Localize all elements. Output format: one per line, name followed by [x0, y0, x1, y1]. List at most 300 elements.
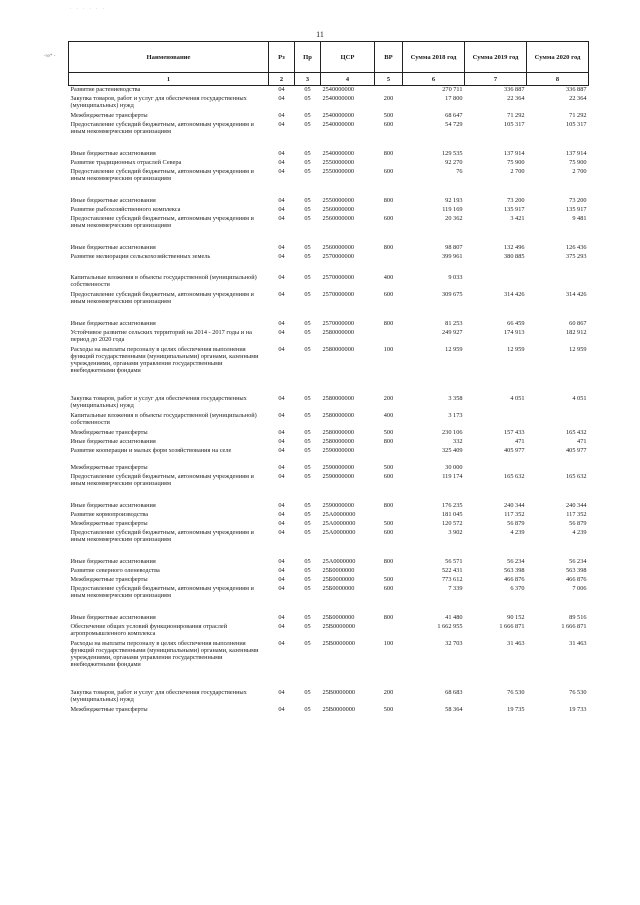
row-sum-2019: 563 398: [504, 567, 525, 574]
row-sum-2018: 3 358: [448, 395, 463, 402]
row-pr: 05: [304, 112, 311, 119]
row-csr: 25В0000000: [322, 689, 356, 696]
row-sum-2019: 405 977: [504, 447, 525, 454]
row-vr: 600: [383, 473, 394, 480]
row-vr: [375, 567, 403, 576]
spacer-cell: [69, 308, 589, 320]
row-sum-2019: [465, 274, 527, 291]
budget-table: [68, 41, 589, 715]
row-sum-2019: 105 317: [504, 121, 525, 128]
column-number: 2: [269, 73, 295, 86]
row-sum-2019: 132 496: [504, 244, 525, 251]
row-pr: 05: [304, 567, 311, 574]
row-sum-2020: 240 344: [566, 502, 587, 509]
row-pr: 05: [304, 511, 311, 518]
spacer-cell: [69, 262, 589, 274]
row-sum-2018: 325 409: [442, 447, 463, 454]
row-rz: 04: [278, 395, 285, 402]
row-rz: 04: [278, 640, 285, 647]
table-row: [69, 320, 589, 329]
row-vr: 800: [383, 150, 394, 157]
column-number: 1: [69, 73, 269, 86]
row-name: Межбюджетные трансферты: [70, 464, 148, 471]
row-name: Закупка товаров, работ и услуг для обеспечения государственных (муниципальных) нужд: [70, 689, 247, 703]
header-name: Наименование: [69, 42, 269, 73]
row-name: Развитие рыбохозяйственного комплекса: [70, 206, 181, 213]
row-name: Предоставление субсидий бюджетным, автономным учреждениям и иным некоммерческим организациям: [70, 529, 254, 543]
margin-mark: -ээ* -: [44, 54, 56, 59]
row-sum-2018: 230 106: [442, 429, 463, 436]
row-name: Межбюджетные трансферты: [70, 112, 148, 119]
row-rz: 04: [278, 689, 285, 696]
row-pr: 05: [304, 121, 311, 128]
row-pr: 05: [304, 640, 311, 647]
table-row: [69, 86, 589, 96]
row-csr: 25В0000000: [322, 706, 356, 713]
table-row: [69, 274, 589, 291]
row-sum-2019: 466 876: [504, 576, 525, 583]
row-sum-2020: 4 051: [572, 395, 587, 402]
row-sum-2020: 56 879: [569, 520, 587, 527]
row-sum-2019: 66 459: [507, 320, 525, 327]
row-sum-2020: 9 481: [572, 215, 587, 222]
row-vr: [375, 253, 403, 262]
row-sum-2020: 75 900: [569, 159, 587, 166]
row-pr: 05: [304, 95, 311, 102]
table-row: [69, 706, 589, 715]
row-rz: 04: [278, 558, 285, 565]
table-row: [69, 429, 589, 438]
row-vr: 600: [383, 585, 394, 592]
row-sum-2019: 4 239: [510, 529, 525, 536]
row-name: Расходы на выплаты персоналу в целях обеспечения выполнения функций государственными (муниципальными) органами, казенными учреждениями, органами управления государственными внебюджетными фондами: [70, 346, 259, 374]
row-rz: 04: [278, 473, 285, 480]
row-pr: 05: [304, 253, 311, 260]
row-sum-2018: 20 362: [445, 215, 463, 222]
column-number: 7: [465, 73, 527, 86]
row-vr: 500: [383, 576, 394, 583]
row-pr: 05: [304, 614, 311, 621]
row-pr: 05: [304, 558, 311, 565]
row-csr: 2580000000: [322, 346, 354, 353]
row-sum-2020: 137 914: [566, 150, 587, 157]
row-name: Межбюджетные трансферты: [70, 576, 148, 583]
row-name: Капитальные вложения в объекты государственной (муниципальной) собственности: [70, 412, 257, 426]
row-spacer: [69, 262, 589, 274]
row-vr: [375, 206, 403, 215]
row-pr: 05: [304, 447, 311, 454]
row-rz: 04: [278, 150, 285, 157]
row-pr: 05: [304, 291, 311, 298]
row-rz: 04: [278, 253, 285, 260]
table-row: [69, 464, 589, 473]
row-sum-2018: 92 270: [445, 159, 463, 166]
row-sum-2018: 309 675: [442, 291, 463, 298]
row-sum-2020: 31 463: [569, 640, 587, 647]
row-name: Межбюджетные трансферты: [70, 706, 148, 713]
row-sum-2020: 314 426: [566, 291, 587, 298]
row-name: Предоставление субсидий бюджетным, автономным учреждениям и иным некоммерческим организациям: [70, 291, 254, 305]
row-sum-2019: 90 152: [507, 614, 525, 621]
row-sum-2018: 17 800: [445, 95, 463, 102]
row-name: Иные бюджетные ассигнования: [70, 320, 156, 327]
row-sum-2020: 105 317: [566, 121, 587, 128]
row-sum-2018: 12 959: [445, 346, 463, 353]
row-vr: 600: [383, 121, 394, 128]
spacer-cell: [69, 602, 589, 614]
row-sum-2020: 563 398: [566, 567, 587, 574]
row-pr: 05: [304, 346, 311, 353]
row-sum-2020: 165 432: [566, 429, 587, 436]
row-sum-2018: 249 927: [442, 329, 463, 336]
row-pr: 05: [304, 438, 311, 445]
row-pr: 05: [304, 274, 311, 281]
row-sum-2019: 12 959: [507, 346, 525, 353]
row-sum-2018: 68 683: [445, 689, 463, 696]
row-name: Развитие традиционных отраслей Севера: [70, 159, 182, 166]
row-csr: 2540000000: [322, 95, 354, 102]
row-vr: 400: [383, 274, 394, 281]
row-sum-2019: [465, 464, 527, 473]
row-vr: 500: [383, 429, 394, 436]
row-vr: 600: [383, 215, 394, 222]
row-sum-2019: 240 344: [504, 502, 525, 509]
row-sum-2018: 32 703: [445, 640, 463, 647]
row-rz: 04: [278, 112, 285, 119]
row-sum-2019: 471: [515, 438, 525, 445]
row-csr: 2560000000: [322, 215, 354, 222]
row-sum-2019: 135 917: [504, 206, 525, 213]
row-sum-2020: 56 234: [569, 558, 587, 565]
table-row: [69, 520, 589, 529]
table-row: [69, 447, 589, 464]
row-sum-2018: 129 535: [442, 150, 463, 157]
table-row: [69, 253, 589, 262]
row-csr: 25В0000000: [322, 623, 356, 630]
row-spacer: [69, 308, 589, 320]
table-row: [69, 567, 589, 576]
row-csr: 2570000000: [322, 320, 354, 327]
row-sum-2019: 22 364: [507, 95, 525, 102]
table-row: [69, 150, 589, 159]
row-csr: 2580000000: [322, 429, 354, 436]
row-name: Расходы на выплаты персоналу в целях обеспечения выполнения функций государственными (муниципальными) органами, казенными учреждениями, органами управления государственными внебюджетными фондами: [70, 640, 259, 668]
row-sum-2020: 117 352: [566, 511, 587, 518]
row-name: Обеспечение общих условий функционирования отраслей агропромышленного комплекса: [70, 623, 228, 637]
row-sum-2020: 1 666 871: [561, 623, 587, 630]
table-row: [69, 689, 589, 706]
row-sum-2020: 22 364: [569, 95, 587, 102]
row-sum-2019: 137 914: [504, 150, 525, 157]
row-name: Межбюджетные трансферты: [70, 520, 148, 527]
row-sum-2019: 73 200: [507, 197, 525, 204]
row-sum-2018: 773 612: [442, 576, 463, 583]
row-sum-2019: 314 426: [504, 291, 525, 298]
row-pr: 05: [304, 412, 311, 419]
row-sum-2020: 60 867: [569, 320, 587, 327]
table-body: [69, 86, 589, 716]
row-sum-2020: 405 977: [566, 447, 587, 454]
header-sum-2018: Сумма 2018 год: [403, 42, 465, 73]
row-sum-2018: 522 431: [442, 567, 463, 574]
row-csr: 2540000000: [322, 86, 354, 93]
row-sum-2020: 2 700: [572, 168, 587, 175]
table-row: [69, 558, 589, 567]
row-pr: 05: [304, 520, 311, 527]
row-rz: 04: [278, 447, 285, 454]
row-sum-2020: 4 239: [572, 529, 587, 536]
row-rz: 04: [278, 502, 285, 509]
row-sum-2019: 56 234: [507, 558, 525, 565]
row-name: Иные бюджетные ассигнования: [70, 558, 156, 565]
row-pr: 05: [304, 244, 311, 251]
row-pr: 05: [304, 150, 311, 157]
row-rz: 04: [278, 159, 285, 166]
row-csr: 2540000000: [322, 112, 354, 119]
row-vr: [375, 329, 403, 346]
row-vr: 500: [383, 464, 394, 471]
row-vr: 100: [383, 346, 394, 353]
row-pr: 05: [304, 159, 311, 166]
table-row: [69, 112, 589, 121]
row-sum-2019: 19 735: [507, 706, 525, 713]
row-rz: 04: [278, 511, 285, 518]
row-sum-2020: 73 200: [569, 197, 587, 204]
row-csr: 2590000000: [322, 464, 354, 471]
row-pr: 05: [304, 576, 311, 583]
row-name: Развитие растениеводства: [70, 86, 141, 93]
row-csr: 25Б0000000: [322, 567, 355, 574]
row-vr: 800: [383, 558, 394, 565]
row-rz: 04: [278, 623, 285, 630]
row-name: Предоставление субсидий бюджетным, автономным учреждениям и иным некоммерческим организациям: [70, 473, 254, 487]
row-name: Развитие кормопроизводства: [70, 511, 149, 518]
table-row: [69, 614, 589, 623]
row-pr: 05: [304, 706, 311, 713]
column-number: 3: [295, 73, 321, 86]
row-csr: 2580000000: [322, 329, 354, 336]
row-sum-2020: 471: [577, 438, 587, 445]
row-sum-2019: 76 530: [507, 689, 525, 696]
row-sum-2018: 9 033: [448, 274, 463, 281]
row-name: Развитие северного оленеводства: [70, 567, 160, 574]
row-sum-2018: 3 173: [448, 412, 463, 419]
column-number: 4: [321, 73, 375, 86]
spacer-cell: [69, 138, 589, 150]
row-name: Межбюджетные трансферты: [70, 429, 148, 436]
row-csr: 2570000000: [322, 253, 354, 260]
row-name: Иные бюджетные ассигнования: [70, 502, 156, 509]
row-sum-2020: 89 516: [569, 614, 587, 621]
row-csr: 25Б0000000: [322, 614, 355, 621]
row-name: Иные бюджетные ассигнования: [70, 244, 156, 251]
row-pr: 05: [304, 464, 311, 471]
row-vr: 600: [383, 529, 394, 536]
row-rz: 04: [278, 585, 285, 592]
row-csr: 2570000000: [322, 291, 354, 298]
row-sum-2020: [527, 464, 589, 473]
row-sum-2018: 58 364: [445, 706, 463, 713]
row-vr: 500: [383, 706, 394, 713]
row-csr: 2550000000: [322, 197, 354, 204]
table-row: [69, 291, 589, 308]
row-sum-2019: 174 913: [504, 329, 525, 336]
row-pr: 05: [304, 395, 311, 402]
row-sum-2020: 71 292: [569, 112, 587, 119]
row-sum-2018: 7 339: [448, 585, 463, 592]
row-pr: 05: [304, 502, 311, 509]
row-csr: 2580000000: [322, 412, 354, 419]
row-sum-2019: 75 900: [507, 159, 525, 166]
header-vr: ВР: [375, 42, 403, 73]
row-name: Закупка товаров, работ и услуг для обеспечения государственных (муниципальных) нужд: [70, 95, 247, 109]
row-rz: 04: [278, 346, 285, 353]
table-row: [69, 168, 589, 185]
row-rz: 04: [278, 438, 285, 445]
row-sum-2018: 120 572: [442, 520, 463, 527]
row-name: Развитие мелиорации сельскохозяйственных земель: [70, 253, 211, 260]
row-csr: 2570000000: [322, 274, 354, 281]
row-csr: 25Б0000000: [322, 585, 355, 592]
header-row: [69, 42, 589, 73]
row-vr: [375, 159, 403, 168]
spacer-cell: [69, 490, 589, 502]
row-sum-2020: 135 917: [566, 206, 587, 213]
table-row: [69, 159, 589, 168]
table-row: [69, 585, 589, 602]
row-sum-2019: 1 666 871: [499, 623, 525, 630]
row-name: Закупка товаров, работ и услуг для обеспечения государственных (муниципальных) нужд: [70, 395, 247, 409]
row-rz: 04: [278, 206, 285, 213]
row-vr: [375, 511, 403, 520]
row-vr: 800: [383, 614, 394, 621]
row-sum-2020: 375 293: [566, 253, 587, 260]
row-pr: 05: [304, 623, 311, 630]
row-name: Предоставление субсидий бюджетным, автономным учреждениям и иным некоммерческим организациям: [70, 215, 254, 229]
table-row: [69, 438, 589, 447]
row-pr: 05: [304, 168, 311, 175]
row-spacer: [69, 546, 589, 558]
row-sum-2019: 4 051: [510, 395, 525, 402]
row-csr: 25А0000000: [322, 520, 356, 527]
row-sum-2018: 332: [453, 438, 463, 445]
column-number-row: [69, 73, 589, 86]
row-pr: 05: [304, 320, 311, 327]
header-sum-2020: Сумма 2020 год: [527, 42, 589, 73]
row-sum-2018: 92 193: [445, 197, 463, 204]
budget-table-container: [68, 41, 588, 715]
row-csr: 2540000000: [322, 150, 354, 157]
header-rz: Рз: [269, 42, 295, 73]
row-rz: 04: [278, 520, 285, 527]
page-number: 11: [316, 30, 324, 39]
scan-marks: . . . . . .: [70, 6, 106, 11]
row-vr: 600: [383, 291, 394, 298]
row-name: Иные бюджетные ассигнования: [70, 614, 156, 621]
row-csr: 2540000000: [322, 121, 354, 128]
row-sum-2019: 157 433: [504, 429, 525, 436]
table-row: [69, 395, 589, 412]
row-vr: 200: [383, 395, 394, 402]
row-sum-2020: [527, 412, 589, 429]
row-sum-2018: 41 480: [445, 614, 463, 621]
row-sum-2020: [527, 274, 589, 291]
table-row: [69, 640, 589, 689]
row-rz: 04: [278, 706, 285, 713]
row-vr: [375, 623, 403, 640]
row-sum-2018: 119 169: [442, 206, 463, 213]
row-spacer: [69, 602, 589, 614]
table-row: [69, 346, 589, 395]
row-sum-2018: 98 807: [445, 244, 463, 251]
table-row: [69, 412, 589, 429]
row-sum-2019: 31 463: [507, 640, 525, 647]
table-row: [69, 206, 589, 215]
table-row: [69, 215, 589, 232]
header-pr: Пр: [295, 42, 321, 73]
row-sum-2018: 176 235: [442, 502, 463, 509]
row-rz: 04: [278, 329, 285, 336]
row-rz: 04: [278, 121, 285, 128]
row-sum-2020: 165 632: [566, 473, 587, 480]
row-vr: 600: [383, 168, 394, 175]
row-rz: 04: [278, 244, 285, 251]
row-csr: 2590000000: [322, 473, 354, 480]
row-sum-2019: 336 887: [504, 86, 525, 93]
row-csr: 25А0000000: [322, 529, 356, 536]
row-sum-2020: 126 436: [566, 244, 587, 251]
row-name: Иные бюджетные ассигнования: [70, 150, 156, 157]
row-rz: 04: [278, 576, 285, 583]
spacer-cell: [69, 546, 589, 558]
row-rz: 04: [278, 567, 285, 574]
table-row: [69, 623, 589, 640]
row-vr: [375, 447, 403, 464]
spacer-cell: [69, 185, 589, 197]
row-sum-2020: 76 530: [569, 689, 587, 696]
row-pr: 05: [304, 215, 311, 222]
row-csr: 2590000000: [322, 447, 354, 454]
row-rz: 04: [278, 529, 285, 536]
row-sum-2019: 117 352: [504, 511, 525, 518]
row-vr: 800: [383, 438, 394, 445]
row-sum-2019: 2 700: [510, 168, 525, 175]
row-sum-2019: 165 632: [504, 473, 525, 480]
row-pr: 05: [304, 529, 311, 536]
row-vr: [375, 86, 403, 96]
row-sum-2018: 399 961: [442, 253, 463, 260]
row-rz: 04: [278, 291, 285, 298]
row-csr: 2590000000: [322, 502, 354, 509]
row-sum-2018: 3 902: [448, 529, 463, 536]
row-vr: 200: [383, 95, 394, 102]
row-name: Предоставление субсидий бюджетным, автономным учреждениям и иным некоммерческим организациям: [70, 121, 254, 135]
row-csr: 25В0000000: [322, 640, 356, 647]
row-pr: 05: [304, 689, 311, 696]
row-csr: 2560000000: [322, 206, 354, 213]
row-sum-2018: 270 711: [442, 86, 463, 93]
row-pr: 05: [304, 429, 311, 436]
header-sum-2019: Сумма 2019 год: [465, 42, 527, 73]
table-row: [69, 197, 589, 206]
row-spacer: [69, 185, 589, 197]
row-pr: 05: [304, 585, 311, 592]
column-number: 5: [375, 73, 403, 86]
row-csr: 2580000000: [322, 395, 354, 402]
row-rz: 04: [278, 274, 285, 281]
row-name: Предоставление субсидий бюджетным, автономным учреждениям и иным некоммерческим организациям: [70, 585, 254, 599]
row-sum-2018: 81 253: [445, 320, 463, 327]
